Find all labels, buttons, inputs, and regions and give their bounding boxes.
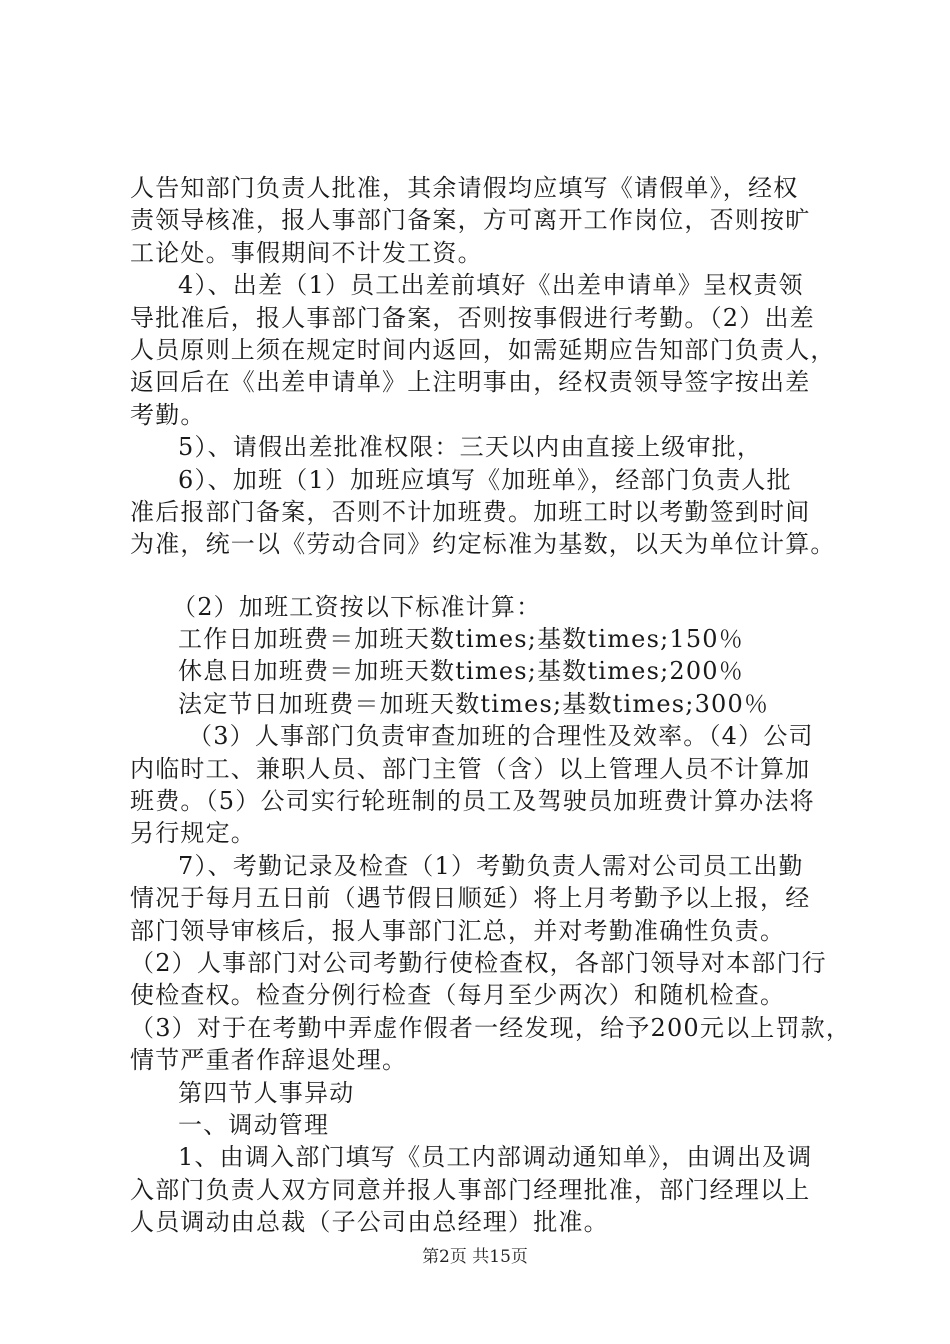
text-line: 6）、加班（1）加班应填写《加班单》，经部门负责人批	[178, 465, 792, 494]
text-line: 人员原则上须在规定时间内返回，如需延期应告知部门负责人，	[130, 335, 836, 364]
text-line: 1、由调入部门填写《员工内部调动通知单》，由调出及调	[178, 1143, 813, 1172]
text-line: 7）、考勤记录及检查（1）考勤负责人需对公司员工出勤	[178, 851, 804, 880]
text-line: 情节严重者作辞退处理。	[130, 1046, 408, 1075]
text-line: 班费。（5）公司实行轮班制的员工及驾驶员加班费计算办法将	[130, 787, 815, 816]
text-line: （3）对于在考勤中弄虚作假者一经发现，给予200元以上罚款，	[130, 1013, 852, 1042]
text-line: 4）、出差（1）员工出差前填好《出差申请单》呈权责领	[178, 271, 804, 300]
formula-line: 休息日加班费＝加班天数times;基数times;200％	[178, 657, 744, 686]
paragraph-gap	[130, 561, 850, 591]
text-line: 返回后在《出差申请单》上注明事由，经权责领导签字按出差	[130, 368, 811, 397]
subsection-heading: 一、调动管理	[178, 1110, 330, 1139]
text-line: （2）人事部门对公司考勤行使检查权，各部门领导对本部门行	[130, 948, 827, 977]
formula-line: 法定节日加班费＝加班天数times;基数times;300％	[178, 689, 770, 718]
text-line: 情况于每月五日前（遇节假日顺延）将上月考勤予以上报，经	[130, 884, 811, 913]
text-line: 责领导核准，报人事部门备案，方可离开工作岗位，否则按旷	[130, 206, 811, 235]
text-line: 工论处。事假期间不计发工资。	[130, 238, 483, 267]
text-line: 内临时工、兼职人员、部门主管（含）以上管理人员不计算加	[130, 754, 811, 783]
text-line: 另行规定。	[130, 819, 256, 848]
text-line: 入部门负责人双方同意并报人事部门经理批准，部门经理以上	[130, 1175, 811, 1204]
text-line: 部门领导审核后，报人事部门汇总，并对考勤准确性负责。	[130, 916, 786, 945]
formula-line: 工作日加班费＝加班天数times;基数times;150％	[178, 625, 744, 654]
text-line: （2）加班工资按以下标准计算：	[172, 592, 542, 621]
text-line: 导批准后，报人事部门备案，否则按事假进行考勤。（2）出差	[130, 303, 815, 332]
text-line: 考勤。	[130, 400, 206, 429]
text-line: 5）、请假出差批准权限：三天以内由直接上级审批，	[178, 433, 763, 462]
text-line: 为准，统一以《劳动合同》约定标准为基数，以天为单位计算。	[130, 530, 836, 559]
text-line: 准后报部门备案，否则不计加班费。加班工时以考勤签到时间	[130, 497, 811, 526]
text-line: 人告知部门负责人批准，其余请假均应填写《请假单》，经权	[130, 174, 799, 202]
text-line: 使检查权。检查分例行检查（每月至少两次）和随机检查。	[130, 981, 786, 1010]
page-number: 第2页 共15页	[422, 1247, 528, 1267]
text-line: （3）人事部门负责审查加班的合理性及效率。（4）公司	[188, 722, 814, 751]
text-line: 人员调动由总裁（子公司由总经理）批准。	[130, 1208, 609, 1237]
section-heading: 第四节人事异动	[178, 1078, 355, 1107]
document-body	[130, 172, 850, 1239]
